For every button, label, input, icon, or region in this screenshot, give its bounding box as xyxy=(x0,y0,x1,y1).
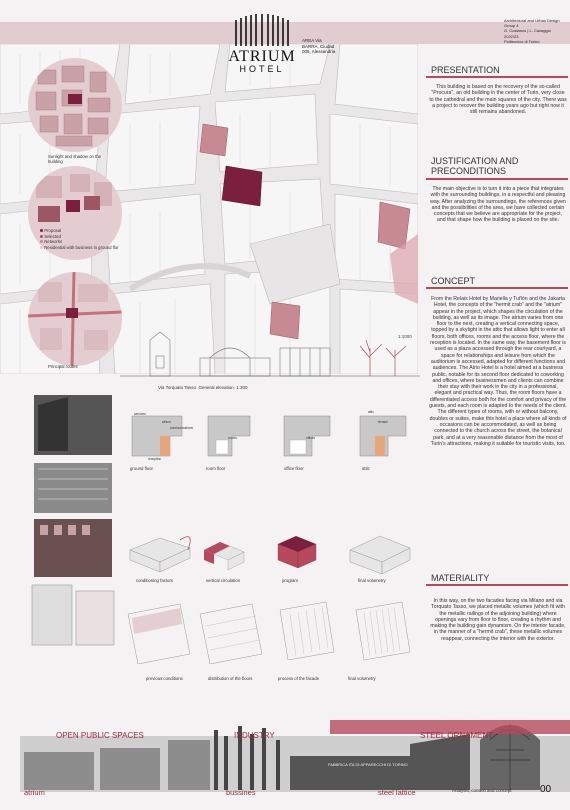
sunlight-caption: Sunlight and shadow on the building xyxy=(48,154,102,164)
banner-label-open-spaces: OPEN PUBLIC SPACES xyxy=(56,731,144,740)
banner-label-steel: STEEL ORNAMENT xyxy=(420,731,494,740)
floor-tag-attic: attic xyxy=(368,410,374,414)
footer-caption: Analysis, context and concept xyxy=(452,788,512,793)
routes-circle xyxy=(28,272,122,366)
justification-rule xyxy=(426,178,568,180)
course-info: Architectural and Urban Design Group 4 G. Costanzo | L. Cavaggio 2022/23 Politecnico di Torino xyxy=(504,18,560,44)
logo-title: ATRIUM xyxy=(228,48,296,65)
vol-label-program: program xyxy=(282,578,299,583)
floor-diagrams xyxy=(120,396,420,476)
footer-label-atrium: atrium xyxy=(24,788,45,797)
presentation-rule xyxy=(426,76,568,78)
vol-label-circulation: vertical circulation xyxy=(206,578,241,583)
floor-tag-offices: offices xyxy=(306,436,316,440)
floor-tag-terrace: terrace xyxy=(378,420,388,424)
justification-title: JUSTIFICATION AND PRECONDITIONS xyxy=(431,156,519,176)
legend-dot-icon xyxy=(40,246,43,249)
banner-label-industry: INDUSTRY xyxy=(234,731,275,740)
floor-label-ground: ground floor xyxy=(130,466,153,471)
facade-label-previous: previous conditions xyxy=(146,676,183,681)
materiality-text: In this way, on the two facades facing via Milano and via Torquato Tasso, we placed metallic volumes (which fit with the metallic railings of the adjoining building) where openings vary from floor to floor, creating a rhythm and making the building gain dynamism. On the interior facade, in the manner of a "hermit crab", these metallic volumes reappear, connecting the interior with the exterior. xyxy=(430,598,566,642)
presentation-text: This building is based on the recovery of the so-called "Procura", an old building in the center of Turin, very close to the cathedral and the main squares of the city. There was a project to recover the building years ago but right now it still remains abandoned. xyxy=(429,84,567,116)
floor-label-office: office floor xyxy=(284,466,304,471)
volumetry-diagrams xyxy=(120,520,420,580)
footer-label-bussines: bussines xyxy=(226,788,256,797)
page-number: 00 xyxy=(540,784,552,795)
concept-text: From the Relais Hotel by Mariella y Tuñón and the Jakarta Hotel, the concepts of the "hermit crab" and the "atrium" appear in the project, which shapes the circulation of the building, as well as its image. The atrium varies from one floor to the next, creating a vertical connecting space, topped by a skylight in the attic that allows light to enter all floors, both offices, rooms and the access floor, where the reception is located. In the same way, the basement floor is used as a plaza accessed through the rear courtyard, a space for relationships and leisure from which the auditorium is accessed, adapted for different functions and audiences. The Atrio Hotel is a hotel aimed at a business public, notable for its second floor dedicated to coworking and offices, where businessmen and clients can combine their stay with their work in the city in a professional, elegant and practical way. Thus, the room floors have a differentiated access both for the comfort and privacy of the guests, and each room is adapted to the needs of the client. The different types of rooms, with or without balcony, doubles or suites, make this hotel a place where all kinds of occasions can be accommodated, as well as being connected to the church across the street, the botanical park, and at a very reasonable distance from the most of Turin's attractions, making it suitable for touristic visits, too. xyxy=(429,296,567,447)
concept-rule xyxy=(426,287,568,289)
floor-label-room: room floor xyxy=(206,466,226,471)
legend-dot-icon xyxy=(40,235,43,238)
usage-legend: Proposal Selected Networks Residential with business in ground flor xyxy=(40,228,120,250)
justification-text: The main objective is to turn it into a piece that integrates with the surrounding buildings, in a respectful and pleasing way. After analyzing the surroundings, the references given and the possibilities of the area, we have collected certain concepts that we believe are appropriate for the project, and that shape how the building is placed on the site. xyxy=(430,186,566,224)
sunlight-circle xyxy=(28,58,122,152)
floor-tag-communications: communications xyxy=(170,426,194,430)
vol-label-final: final volumetry xyxy=(358,578,386,583)
facade-label-process: process of the facade xyxy=(278,676,320,681)
materiality-title: MATERIALITY xyxy=(431,573,490,583)
floor-tag-services: services xyxy=(134,412,146,416)
floor-tag-reception: reception xyxy=(148,457,162,461)
floor-tag-rooms: rooms xyxy=(228,436,237,440)
elevation-caption: Via Torquato Tasso. General elevation. 1:300 xyxy=(158,385,248,390)
concept-title: CONCEPT xyxy=(431,276,476,286)
vol-label-conditioning: conditioning factors xyxy=(136,578,174,583)
area-info: AREA Via BARRA, Ciudad 005, Alessandria xyxy=(302,38,336,54)
reference-photos xyxy=(28,395,116,655)
routes-caption: Principal routes xyxy=(48,364,78,369)
materiality-rule xyxy=(426,584,568,586)
legend-dot-icon xyxy=(40,229,43,232)
factory-sign: FABBRICA ITA DI APPARECCHI DI TORINO xyxy=(328,762,408,767)
facade-diagrams xyxy=(120,594,420,672)
street-elevation xyxy=(120,328,420,378)
facade-label-distribution: distribution of the floors xyxy=(208,676,253,681)
logo-subtitle: HOTEL xyxy=(239,64,285,74)
facade-label-final: final volumetry xyxy=(348,676,376,681)
presentation-title: PRESENTATION xyxy=(431,65,500,75)
legend-dot-icon xyxy=(40,240,43,243)
map-scale: 1:1000 xyxy=(398,334,412,339)
footer-label-steel: steel lattice xyxy=(378,788,416,797)
floor-label-attic: attic xyxy=(362,466,370,471)
floor-tag-atrium: atrium xyxy=(162,420,171,424)
